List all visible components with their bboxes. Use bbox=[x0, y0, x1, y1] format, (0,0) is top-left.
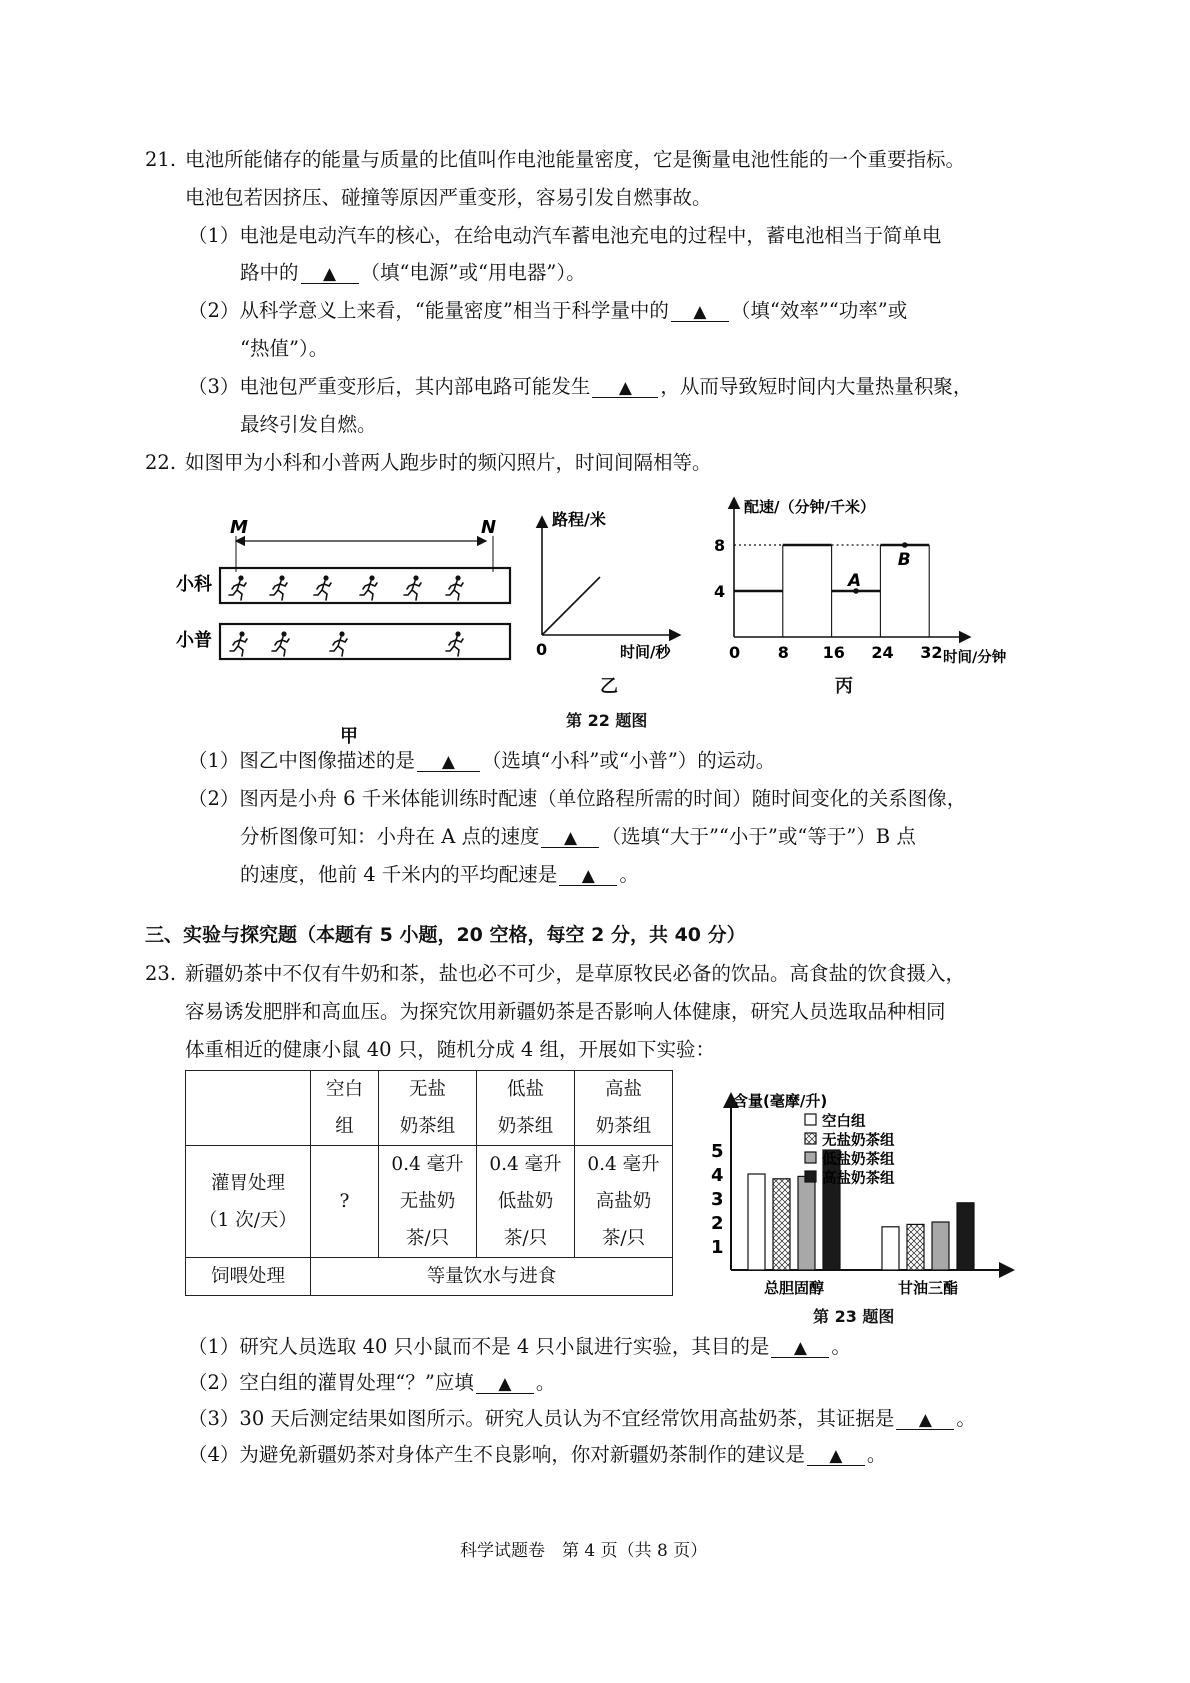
header-blank-group: 空白 组 bbox=[311, 1071, 379, 1146]
q22-p1-post: （选填“小科”或“小普”）的运动。 bbox=[481, 749, 776, 772]
y-tick-label: 3 bbox=[711, 1189, 724, 1210]
q22-line1: 如图甲为小科和小普两人跑步时的频闪照片，时间间隔相等。 bbox=[185, 451, 712, 474]
q22-p2c-pre: 的速度，他前 4 千米内的平均配速是 bbox=[240, 863, 558, 886]
fig23-bar-chart bbox=[695, 1082, 1035, 1297]
runner-figure-icon bbox=[404, 575, 421, 600]
answer-blank[interactable] bbox=[771, 1337, 829, 1358]
legend-label: 空白组 bbox=[822, 1114, 866, 1130]
runner-figure-icon bbox=[272, 631, 289, 656]
q23-p3 bbox=[188, 1409, 976, 1430]
answer-blank[interactable] bbox=[417, 751, 480, 772]
q21-p2-line2: “热值”）。 bbox=[240, 337, 329, 360]
category-label: 甘油三酯 bbox=[897, 1279, 959, 1297]
fig22-a-strobe bbox=[170, 510, 530, 710]
label-B: B bbox=[897, 550, 911, 570]
point-B bbox=[902, 542, 908, 548]
cell-highsalt-gavage: 0.4 毫升 高盐奶 茶/只 bbox=[575, 1146, 673, 1258]
q21-p3-line2: 最终引发自燃。 bbox=[240, 413, 377, 436]
q21-p1-post: （填“电源”或“用电器”）。 bbox=[360, 261, 586, 284]
runner-figure-icon bbox=[330, 631, 347, 656]
row-label-xiaopu: 小普 bbox=[176, 630, 212, 651]
fig22-title: 第 22 题图 bbox=[566, 711, 648, 730]
q22-p2-line2 bbox=[240, 827, 916, 848]
header-highsalt-group: 高盐 奶茶组 bbox=[575, 1071, 673, 1146]
q22-p2-pre: 分析图像可知：小舟在 A 点的速度 bbox=[240, 825, 540, 848]
q23-p2 bbox=[188, 1373, 555, 1394]
y-tick-label: 1 bbox=[711, 1237, 724, 1258]
q21-p3-post: ，从而导致短时间内大量热量积聚， bbox=[660, 375, 973, 398]
answer-blank[interactable] bbox=[541, 827, 599, 848]
answer-blank[interactable] bbox=[671, 301, 729, 322]
q22-p1-pre: （1）图乙中图像描述的是 bbox=[188, 749, 415, 772]
runner-figure-icon bbox=[446, 631, 463, 656]
row-label-xiaoke: 小科 bbox=[176, 574, 212, 595]
cell-nosalt-gavage: 0.4 毫升 无盐奶 茶/只 bbox=[379, 1146, 477, 1258]
cell-lowsalt-gavage: 0.4 毫升 低盐奶 茶/只 bbox=[477, 1146, 575, 1258]
q23-p1-pre: （1）研究人员选取 40 只小鼠而不是 4 只小鼠进行实验，其目的是 bbox=[188, 1335, 770, 1358]
q21-p2-line1 bbox=[188, 301, 907, 322]
page-footer: 科学试题卷 第 4 页（共 8 页） bbox=[460, 1541, 708, 1561]
y-tick-label: 2 bbox=[711, 1213, 724, 1234]
runner-figure-icon bbox=[360, 575, 377, 600]
q21-line1: 电池所能储存的能量与质量的比值叫作电池能量密度，它是衡量电池性能的一个重要指标。 bbox=[185, 148, 966, 171]
legend-swatch bbox=[805, 1114, 816, 1125]
axis-xlabel: 时间/秒 bbox=[620, 643, 671, 661]
legend-label: 无盐奶茶组 bbox=[822, 1133, 895, 1149]
axis-ylabel: 路程/米 bbox=[552, 510, 606, 529]
header-lowsalt-group: 低盐 奶茶组 bbox=[477, 1071, 575, 1146]
q23-p2-post: 。 bbox=[535, 1371, 556, 1394]
x-tick-label: 32 bbox=[920, 643, 943, 662]
cell-feeding-value: 等量饮水与进食 bbox=[311, 1258, 673, 1296]
q22-p1 bbox=[188, 751, 775, 772]
q23-line3: 体重相近的健康小鼠 40 只，随机分成 4 组，开展如下实验： bbox=[185, 1038, 716, 1061]
fig22-c-pace-time bbox=[700, 490, 1030, 680]
runner-figure-icon bbox=[230, 631, 247, 656]
axis-origin: 0 bbox=[536, 640, 548, 659]
row-label-gavage: 灌胃处理 （1 次/天） bbox=[186, 1146, 311, 1258]
q22-p2c-post: 。 bbox=[619, 863, 639, 886]
y-tick-label: 8 bbox=[714, 536, 726, 555]
q22-p2-line1: （2）图丙是小舟 6 千米体能训练时配速（单位路程所需的时间）随时间变化的关系图像， bbox=[188, 787, 967, 810]
legend-label: 高盐奶茶组 bbox=[822, 1171, 895, 1187]
fig22-b-distance-time bbox=[520, 505, 700, 675]
runner-figure-icon bbox=[229, 575, 246, 600]
q23-p2-pre: （2）空白组的灌胃处理“？”应填 bbox=[188, 1371, 474, 1394]
bar bbox=[957, 1203, 974, 1270]
q21-line2: 电池包若因挤压、碰撞等原因严重变形，容易引发自燃事故。 bbox=[185, 186, 712, 209]
q23-p4 bbox=[188, 1445, 886, 1466]
chart-ylabel: 含量(毫摩/升) bbox=[733, 1092, 828, 1110]
legend-swatch bbox=[805, 1133, 816, 1144]
q23-line2: 容易诱发肥胖和高血压。为探究饮用新疆奶茶是否影响人体健康，研究人员选取品种相同 bbox=[185, 1000, 946, 1023]
table-corner bbox=[186, 1071, 311, 1146]
runner-figure-icon bbox=[270, 575, 287, 600]
fig22-b-caption: 乙 bbox=[600, 676, 618, 697]
header-nosalt-group: 无盐 奶茶组 bbox=[379, 1071, 477, 1146]
label-A: A bbox=[848, 571, 862, 591]
q23-p1 bbox=[188, 1337, 851, 1358]
fig22-a-caption: 甲 bbox=[340, 726, 358, 747]
q22-p2-post: （选填“大于”“小于”或“等于”）B 点 bbox=[601, 825, 916, 848]
category-label: 总胆固醇 bbox=[763, 1279, 825, 1297]
section3-heading: 三、实验与探究题（本题有 5 小题，20 空格，每空 2 分，共 40 分） bbox=[145, 924, 746, 946]
answer-blank[interactable] bbox=[559, 865, 617, 886]
cell-blank-gavage: ? bbox=[311, 1146, 379, 1258]
label-N: N bbox=[481, 517, 497, 538]
axis-xlabel: 时间/分钟 bbox=[943, 650, 1007, 666]
q23-number: 23. bbox=[145, 962, 177, 985]
bar bbox=[798, 1176, 815, 1270]
runner-figure-icon bbox=[314, 575, 331, 600]
runner-figure-icon bbox=[446, 575, 463, 600]
q21-number: 21. bbox=[145, 148, 177, 171]
bar bbox=[932, 1222, 949, 1270]
answer-blank[interactable] bbox=[476, 1373, 534, 1394]
y-tick-label: 4 bbox=[711, 1165, 724, 1186]
legend-swatch bbox=[805, 1171, 816, 1182]
answer-blank[interactable] bbox=[592, 377, 658, 398]
q21-p2-post: （填“效率”“功率”或 bbox=[730, 299, 908, 322]
q23-p3-pre: （3）30 天后测定结果如图所示。研究人员认为不宜经常饮用高盐奶茶，其证据是 bbox=[188, 1407, 895, 1430]
q23-p4-post: 。 bbox=[866, 1443, 887, 1466]
q21-p3-pre: （3）电池包严重变形后，其内部电路可能发生 bbox=[188, 375, 591, 398]
q23-line1: 新疆奶茶中不仅有牛奶和茶，盐也必不可少，是草原牧民必备的饮品。高食盐的饮食摄入， bbox=[185, 962, 966, 985]
bar bbox=[823, 1150, 840, 1270]
answer-blank[interactable] bbox=[301, 263, 359, 284]
y-tick-label: 5 bbox=[711, 1141, 724, 1162]
distance-line bbox=[542, 577, 600, 635]
track-xiaopu bbox=[220, 624, 510, 659]
fig23-title: 第 23 题图 bbox=[813, 1307, 895, 1326]
q21-p1-line1: （1）电池是电动汽车的核心，在给电动汽车蓄电池充电的过程中，蓄电池相当于简单电 bbox=[188, 224, 942, 247]
answer-blank[interactable] bbox=[807, 1445, 865, 1466]
fig22-c-caption: 丙 bbox=[835, 676, 853, 697]
label-M: M bbox=[230, 517, 248, 538]
q23-p4-pre: （4）为避免新疆奶茶对身体产生不良影响，你对新疆奶茶制作的建议是 bbox=[188, 1443, 805, 1466]
x-tick-label: 8 bbox=[777, 643, 789, 662]
bar bbox=[882, 1227, 899, 1270]
q21-p2-pre: （2）从科学意义上来看，“能量密度”相当于科学量中的 bbox=[188, 299, 669, 322]
legend-label: 低盐奶茶组 bbox=[822, 1152, 895, 1168]
row-label-feeding: 饲喂处理 bbox=[186, 1258, 311, 1296]
bar bbox=[773, 1179, 790, 1270]
axis-origin: 0 bbox=[729, 643, 741, 662]
legend-swatch bbox=[805, 1152, 816, 1163]
bar bbox=[907, 1224, 924, 1270]
q21-p1-pre: 路中的 bbox=[240, 261, 299, 284]
y-tick-label: 4 bbox=[714, 582, 726, 601]
axis-ylabel: 配速/（分钟/千米） bbox=[744, 498, 875, 516]
bar bbox=[748, 1174, 765, 1270]
q22-number: 22. bbox=[145, 451, 177, 474]
q21-p3-line1 bbox=[188, 377, 972, 398]
q22-p2-line3 bbox=[240, 865, 639, 886]
q23-p1-post: 。 bbox=[831, 1335, 851, 1358]
x-tick-label: 16 bbox=[822, 643, 845, 662]
q23-p3-post: 。 bbox=[956, 1407, 976, 1430]
experiment-table bbox=[185, 1070, 673, 1296]
q21-p1-line2 bbox=[240, 263, 586, 284]
answer-blank[interactable] bbox=[896, 1409, 954, 1430]
x-tick-label: 24 bbox=[871, 643, 894, 662]
